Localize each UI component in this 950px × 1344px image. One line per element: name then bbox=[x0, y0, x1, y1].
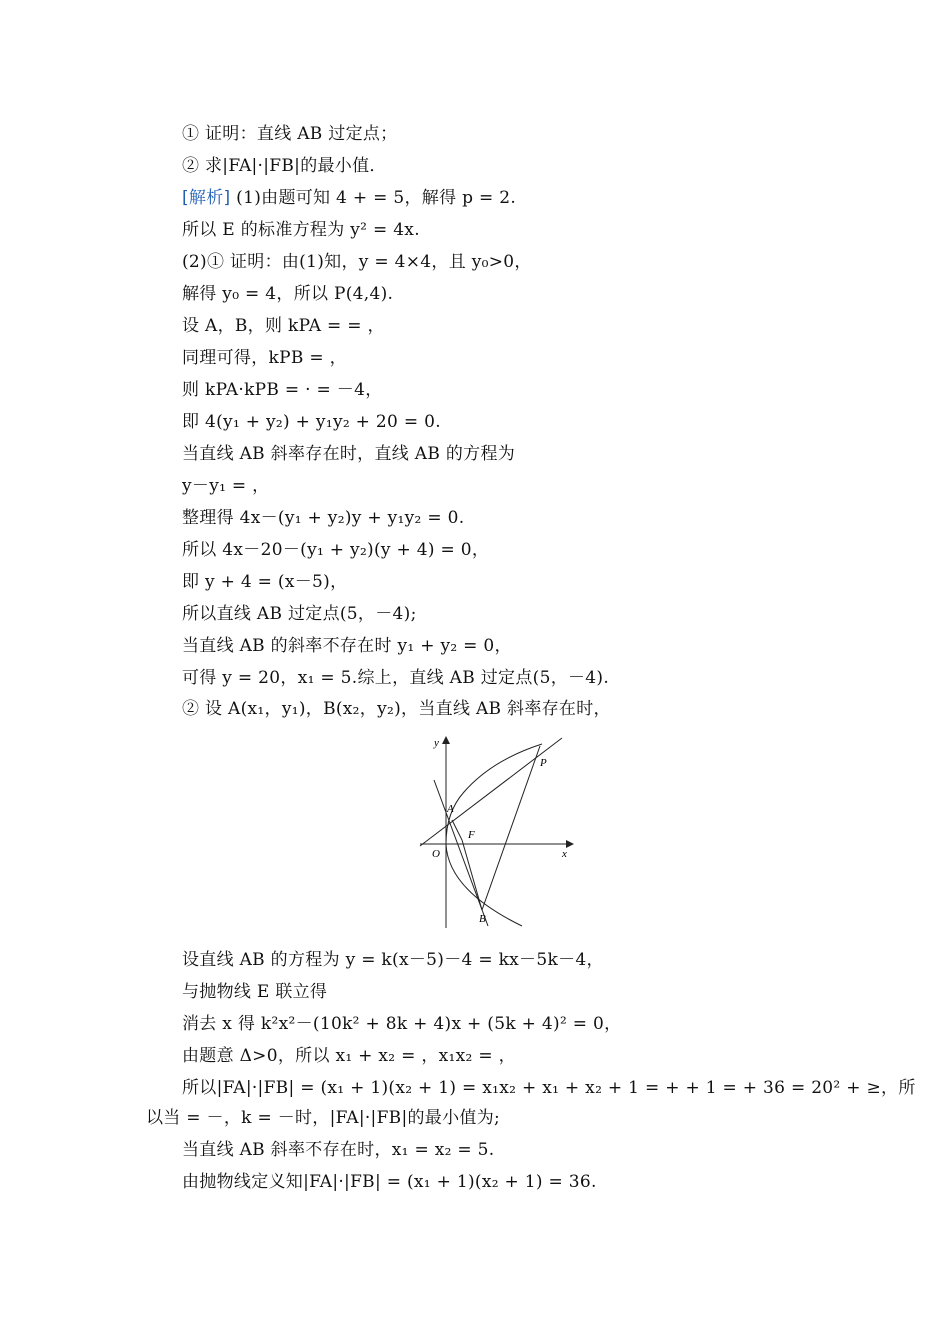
line-27: 由抛物线定义知|FA|·|FB| = (x₁ + 1)(x₂ + 1) = 36. bbox=[182, 1172, 597, 1192]
line-16: 所以直线 AB 过定点(5，－4); bbox=[182, 604, 417, 624]
line-2: ② 求|FA|·|FB|的最小值． bbox=[182, 156, 387, 176]
line-22: 消去 x 得 k²x²－(10k² + 8k + 4)x + (5k + 4)² = 0， bbox=[182, 1014, 622, 1034]
line-19: ② 设 A(x₁，y₁)，B(x₂，y₂)，当直线 AB 斜率存在时， bbox=[182, 699, 611, 719]
line-20: 设直线 AB 的方程为 y = k(x－5)－4 = kx－5k－4， bbox=[182, 950, 604, 970]
line-3 bbox=[182, 186, 516, 210]
line-5: (2)① 证明：由(1)知，y = 4×4，且 y₀>0， bbox=[182, 252, 532, 272]
line-24: 所以|FA|·|FB| = (x₁ + 1)(x₂ + 1) = x₁x₂ + x₁ + x₂ + 1 = + + 1 = + 36 = 20² + ≥，所 bbox=[182, 1078, 916, 1098]
line-13: 整理得 4x－(y₁ + y₂)y + y₁y₂ = 0. bbox=[182, 508, 465, 528]
parabola-curve bbox=[446, 744, 542, 926]
line-10: 即 4(y₁ + y₂) + y₁y₂ + 20 = 0. bbox=[182, 412, 441, 432]
line-4: 所以 E 的标准方程为 y² = 4x. bbox=[182, 220, 420, 240]
line-21: 与抛物线 E 联立得 bbox=[182, 982, 328, 1002]
line-26: 当直线 AB 斜率不存在时，x₁ = x₂ = 5. bbox=[182, 1140, 495, 1160]
line-23: 由题意 Δ>0，所以 x₁ + x₂ = ，x₁x₂ = ， bbox=[182, 1046, 516, 1066]
line-17: 当直线 AB 的斜率不存在时 y₁ + y₂ = 0， bbox=[182, 636, 512, 656]
label-P: P bbox=[540, 757, 547, 769]
line-6: 解得 y₀ = 4，所以 P(4,4). bbox=[182, 284, 394, 304]
label-x: x bbox=[562, 848, 567, 860]
line-14: 所以 4x－20－(y₁ + y₂)(y + 4) = 0， bbox=[182, 540, 490, 560]
segment-FB bbox=[462, 840, 482, 910]
line-25: 以当 = －，k = －时，|FA|·|FB|的最小值为; bbox=[146, 1108, 501, 1128]
label-y: y bbox=[434, 737, 439, 749]
line-3-text: (1)由题可知 4 + = 5，解得 p = 2. bbox=[230, 188, 517, 208]
line-11: 当直线 AB 斜率存在时，直线 AB 的方程为 bbox=[182, 444, 516, 464]
line-7: 设 A，B，则 kPA = = ， bbox=[182, 316, 385, 336]
parabola-figure bbox=[412, 730, 582, 935]
line-PB bbox=[482, 746, 540, 910]
segment-FA bbox=[452, 820, 462, 840]
line-8: 同理可得，kPB = ， bbox=[182, 348, 347, 368]
line-AP bbox=[420, 738, 562, 846]
label-B: B bbox=[479, 913, 486, 925]
line-9: 则 kPA·kPB = · = －4， bbox=[182, 380, 383, 400]
label-F: F bbox=[468, 829, 475, 841]
label-A: A bbox=[447, 803, 454, 815]
line-15: 即 y + 4 = (x－5)， bbox=[182, 572, 348, 592]
line-18: 可得 y = 20，x₁ = 5.综上，直线 AB 过定点(5，－4). bbox=[182, 668, 610, 688]
label-O: O bbox=[432, 848, 440, 860]
line-1: ① 证明：直线 AB 过定点； bbox=[182, 124, 398, 144]
analysis-tag: [解析] bbox=[182, 188, 231, 208]
line-12: y－y₁ = ， bbox=[182, 476, 270, 496]
